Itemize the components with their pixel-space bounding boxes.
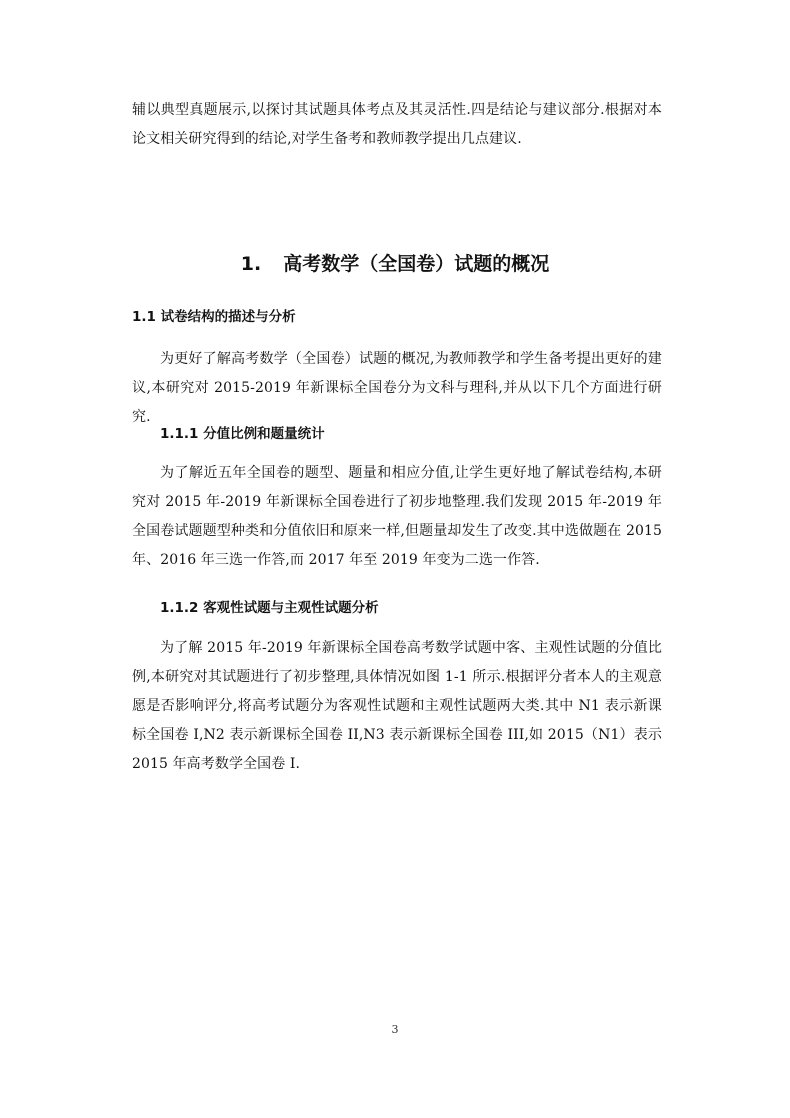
section-1-1-2-paragraph: 为了解 2015 年-2019 年新课标全国卷高考数学试题中客、主观性试题的分值比例,本研究对其试题进行了初步整理,具体情况如图 1-1 所示.根据评分者本人的主观意愿是否影响评分,将高考试题分为客观性试题和主观性试题两大类.其中 N1 表示新课标全国卷 I,N2 表示新课标全国卷 II,N3 表示新课标全国卷 III,如 2015（N1）表示 2015 年高考数学全国卷 I. [132, 640, 662, 772]
section-1-1-1-paragraph: 为了解近五年全国卷的题型、题量和相应分值,让学生更好地了解试卷结构,本研究对 2015 年-2019 年新课标全国卷进行了初步地整理.我们发现 2015 年-2019 年全国卷试题题型种类和分值依旧和原来一样,但题量却发生了改变.其中选做题在 2015 年、2016 年三选一作答,而 2017 年至 2019 年变为二选一作答. [132, 465, 662, 568]
chapter-number: 1. [240, 253, 262, 275]
section-heading-1-1-2: 1.1.2 客观性试题与主观性试题分析 [160, 600, 379, 616]
section-heading-1-1-1: 1.1.1 分值比例和题量统计 [160, 426, 325, 442]
section-heading-1-1: 1.1 试卷结构的描述与分析 [132, 309, 296, 325]
intro-paragraph: 辅以典型真题展示,以探讨其试题具体考点及其灵活性.四是结论与建议部分.根据对本论文相关研究得到的结论,对学生备考和教师教学提出几点建议. [132, 102, 662, 147]
page-number: 3 [391, 1023, 399, 1036]
chapter-title [0, 250, 790, 278]
chapter-title-text: 高考数学（全国卷）试题的概况 [283, 253, 550, 275]
section-1-1-paragraph: 为更好了解高考数学（全国卷）试题的概况,为教师教学和学生备考提出更好的建议,本研究对 2015-2019 年新课标全国卷分为文科与理科,并从以下几个方面进行研究. [132, 351, 662, 425]
